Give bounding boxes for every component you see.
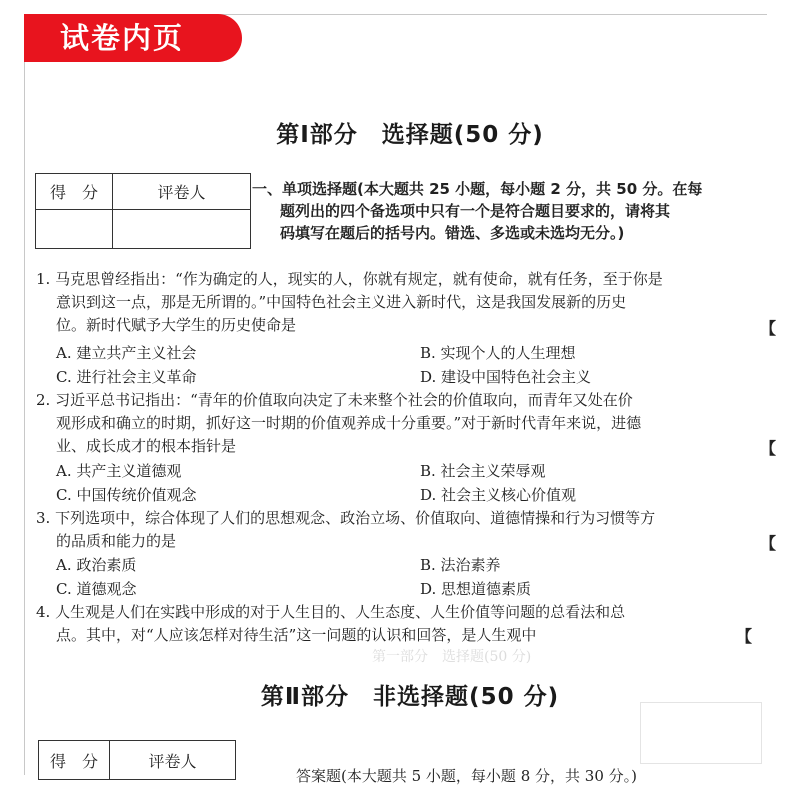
question-1: [36, 268, 790, 337]
answer-bracket[interactable]: 【: [760, 439, 777, 458]
bleed-through-box: [640, 702, 762, 764]
option-a[interactable]: A. 建立共产主义社会: [56, 344, 197, 362]
question-1-line: 1. 马克思曾经指出：“作为确定的人，现实的人，你就有规定，就有使命，就有任务，至于你是: [36, 270, 663, 288]
answer-bracket[interactable]: 【: [760, 534, 777, 553]
instruction-line: 一、单项选择题(本大题共 25 小题，每小题 2 分，共 50 分。在每: [252, 180, 703, 198]
question-2-line: 观形成和确立的时期，抓好这一时期的价值观养成十分重要。”对于新时代青年来说，进德: [56, 414, 642, 432]
section-one-instructions: [252, 178, 790, 244]
option-b[interactable]: B. 社会主义荣辱观: [420, 462, 546, 480]
question-3-line: 的品质和能力的是: [56, 532, 177, 550]
instruction-line: 题列出的四个备选项中只有一个是符合题目要求的，请将其: [280, 202, 671, 220]
grader-label: 评卷人: [113, 174, 251, 210]
score-label: 得 分: [39, 741, 110, 780]
option-c[interactable]: C. 进行社会主义革命: [56, 368, 197, 386]
option-c[interactable]: C. 道德观念: [56, 580, 137, 598]
question-4-line: 4. 人生观是人们在实践中形成的对于人生目的、人生态度、人生价值等问题的总看法和总: [36, 603, 626, 621]
option-c[interactable]: C. 中国传统价值观念: [56, 486, 197, 504]
option-d[interactable]: D. 社会主义核心价值观: [420, 486, 577, 504]
answer-bracket[interactable]: 【: [760, 319, 777, 338]
question-1-line: 意识到这一点，那是无所谓的。”中国特色社会主义进入新时代，这是我国发展新的历史: [56, 293, 627, 311]
part-two-title: 第Ⅱ部分 非选择题(50 分): [260, 684, 560, 710]
question-1-line: 位。新时代赋予大学生的历史使命是: [56, 316, 297, 334]
option-a[interactable]: A. 共产主义道德观: [56, 462, 182, 480]
part-one-title: 第Ⅰ部分 选择题(50 分): [276, 122, 544, 148]
section-tag: 试卷内页: [24, 14, 242, 62]
question-3-line: 3. 下列选项中，综合体现了人们的思想观念、政治立场、价值取向、道德情操和行为习惯等方: [36, 509, 656, 527]
score-box-top: [35, 173, 251, 249]
option-b[interactable]: B. 实现个人的人生理想: [420, 344, 576, 362]
question-3: [36, 507, 790, 553]
score-cell[interactable]: [36, 210, 113, 249]
answer-bracket[interactable]: 【: [736, 627, 753, 646]
grader-cell[interactable]: [113, 210, 251, 249]
question-4: [36, 601, 790, 647]
instruction-line: 码填写在题后的括号内。错选、多选或未选均无分。): [280, 224, 625, 242]
question-2-line: 业、成长成才的根本指针是: [56, 437, 237, 455]
option-d[interactable]: D. 思想道德素质: [420, 580, 532, 598]
score-label: 得 分: [36, 174, 113, 210]
question-2: [36, 389, 790, 458]
option-b[interactable]: B. 法治素养: [420, 556, 501, 574]
question-2-line: 2. 习近平总书记指出：“青年的价值取向决定了未来整个社会的价值取向，而青年又处在价: [36, 391, 633, 409]
bleed-through-text: 第一部分 选择题(50 分): [372, 649, 532, 665]
option-d[interactable]: D. 建设中国特色社会主义: [420, 368, 592, 386]
grader-label: 评卷人: [110, 741, 236, 780]
question-4-line: 点。其中，对“人应该怎样对待生活”这一问题的认识和回答，是人生观中: [56, 626, 537, 644]
section-two-heading-partial: 答案题(本大题共 5 小题，每小题 8 分，共 30 分。): [296, 767, 637, 785]
option-a[interactable]: A. 政治素质: [56, 556, 137, 574]
score-box-bottom: [38, 740, 236, 780]
